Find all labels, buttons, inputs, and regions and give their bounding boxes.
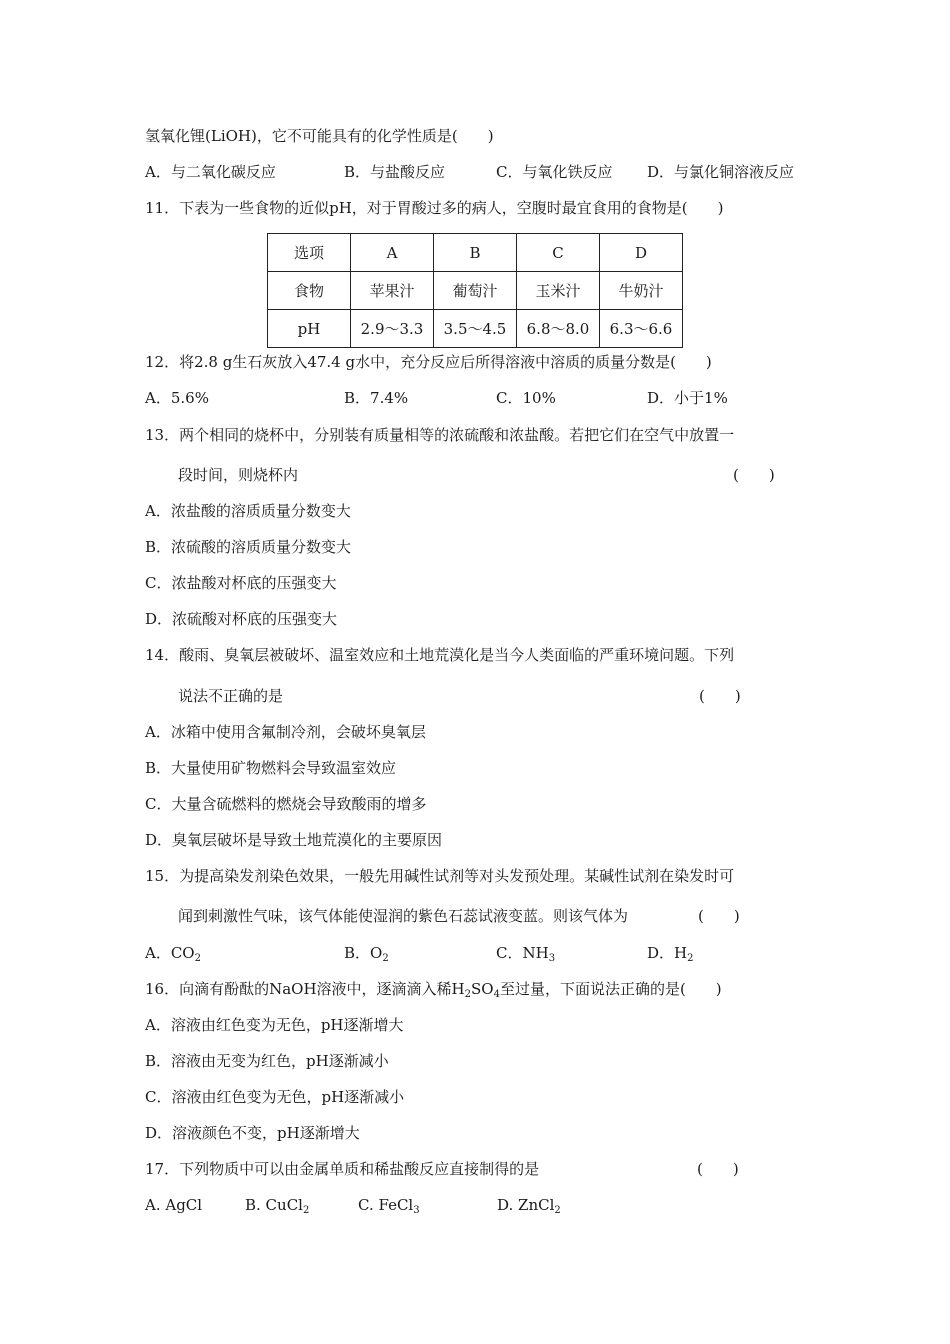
q14-option-a: A．冰箱中使用含氟制冷剂，会破坏臭氧层	[145, 723, 426, 741]
q17-option-a	[145, 1195, 202, 1221]
table-cell: C	[517, 234, 600, 272]
q10-option-b: B．与盐酸反应	[344, 163, 446, 181]
q10-stem: 氢氧化锂(LiOH)，它不可能具有的化学性质是( )	[145, 127, 494, 145]
q13-stem-line1: 13．两个相同的烧杯中，分别装有质量相等的浓硫酸和浓盐酸。若把它们在空气中放置一	[145, 426, 735, 444]
table-cell: 牛奶汁	[600, 272, 683, 310]
q15-option-a	[145, 943, 201, 969]
table-row	[268, 234, 683, 272]
stem-text: 16．向滴有酚酞的NaOH溶液中，逐滴滴入稀H	[145, 980, 465, 998]
stem-text: SO	[471, 980, 494, 998]
q11-stem: 11．下表为一些食物的近似pH，对于胃酸过多的病人，空腹时最宜食用的食物是( )	[145, 199, 724, 217]
table-cell: pH	[268, 310, 351, 348]
q12-option-b: B．7.4%	[344, 389, 409, 407]
food-ph-table	[267, 233, 683, 348]
option-subscript: 3	[548, 953, 556, 964]
q13-stem-line2: 段时间，则烧杯内	[178, 466, 299, 484]
option-subscript: 2	[687, 953, 694, 964]
table-row	[268, 310, 683, 348]
option-text: B．O	[344, 944, 383, 962]
table-cell: D	[600, 234, 683, 272]
table-cell: A	[351, 234, 434, 272]
option-text: A. AgCl	[145, 1196, 203, 1214]
q12-option-a: A．5.6%	[145, 389, 209, 407]
q13-option-d: D．浓硫酸对杯底的压强变大	[145, 610, 338, 628]
q15-stem-line1: 15．为提高染发剂染色效果，一般先用碱性试剂等对头发预处理。某碱性试剂在染发时可	[145, 867, 735, 885]
q14-option-b: B．大量使用矿物燃料会导致温室效应	[145, 759, 397, 777]
table-cell: B	[434, 234, 517, 272]
q16-option-b: B．溶液由无变为红色，pH逐渐减小	[145, 1052, 389, 1070]
q17-option-c	[358, 1195, 420, 1221]
q12-option-c: C．10%	[496, 389, 556, 407]
stem-subscript: 2	[464, 989, 471, 1000]
table-row	[268, 272, 683, 310]
option-text: D. ZnCl	[497, 1196, 555, 1214]
q15-option-b	[344, 943, 389, 969]
q17-option-b	[245, 1195, 309, 1221]
table-cell: 葡萄汁	[434, 272, 517, 310]
stem-subscript: 4	[493, 989, 500, 1000]
q14-option-d: D．臭氧层破坏是导致土地荒漠化的主要原因	[145, 831, 443, 849]
table-cell: 6.3～6.6	[600, 310, 683, 348]
table-cell: 2.9～3.3	[351, 310, 434, 348]
q17-answer-paren: ( )	[697, 1160, 739, 1178]
q15-option-d	[647, 943, 693, 969]
q14-answer-paren: ( )	[699, 687, 741, 705]
option-text: C. FeCl	[358, 1196, 414, 1214]
option-text: B. CuCl	[245, 1196, 303, 1214]
q14-stem-line1: 14．酸雨、臭氧层被破坏、温室效应和土地荒漠化是当今人类面临的严重环境问题。下列	[145, 646, 735, 664]
option-text: D．H	[647, 944, 688, 962]
option-subscript: 3	[413, 1205, 420, 1216]
q14-option-c: C．大量含硫燃料的燃烧会导致酸雨的增多	[145, 795, 427, 813]
option-subscript: 2	[554, 1205, 561, 1216]
q10-option-c: C．与氧化铁反应	[496, 163, 613, 181]
q17-option-d	[497, 1195, 561, 1221]
table-cell: 食物	[268, 272, 351, 310]
q14-stem-line2: 说法不正确的是	[178, 687, 284, 705]
q17-stem: 17．下列物质中可以由金属单质和稀盐酸反应直接制得的是	[145, 1160, 540, 1178]
stem-text: 至过量，下面说法正确的是( )	[499, 980, 722, 998]
q16-stem	[145, 979, 722, 1005]
q10-option-a: A．与二氧化碳反应	[145, 163, 276, 181]
option-subscript: 2	[382, 953, 389, 964]
q15-answer-paren: ( )	[698, 907, 740, 925]
q15-option-c	[496, 943, 555, 969]
option-text: C．NH	[496, 944, 549, 962]
table-cell: 玉米汁	[517, 272, 600, 310]
option-text: A．CO	[145, 944, 195, 962]
table-cell: 选项	[268, 234, 351, 272]
q12-stem: 12．将2.8 g生石灰放入47.4 g水中，充分反应后所得溶液中溶质的质量分数是( )	[145, 353, 712, 371]
table-cell: 苹果汁	[351, 272, 434, 310]
option-subscript: 2	[302, 1205, 310, 1216]
option-subscript: 2	[194, 953, 201, 964]
q16-option-c: C．溶液由红色变为无色，pH逐渐减小	[145, 1088, 405, 1106]
q13-answer-paren: ( )	[733, 466, 775, 484]
q13-option-b: B．浓硫酸的溶质质量分数变大	[145, 538, 352, 556]
q15-stem-line2: 闻到刺激性气味，该气体能使湿润的紫色石蕊试液变蓝。则该气体为	[178, 907, 629, 925]
q10-option-d: D．与氯化铜溶液反应	[647, 163, 795, 181]
q12-option-d: D．小于1%	[647, 389, 728, 407]
q16-option-a: A．溶液由红色变为无色，pH逐渐增大	[145, 1016, 404, 1034]
q16-option-d: D．溶液颜色不变，pH逐渐增大	[145, 1124, 360, 1142]
q13-option-c: C．浓盐酸对杯底的压强变大	[145, 574, 337, 592]
q13-option-a: A．浓盐酸的溶质质量分数变大	[145, 502, 351, 520]
table-cell: 3.5～4.5	[434, 310, 517, 348]
table-cell: 6.8～8.0	[517, 310, 600, 348]
